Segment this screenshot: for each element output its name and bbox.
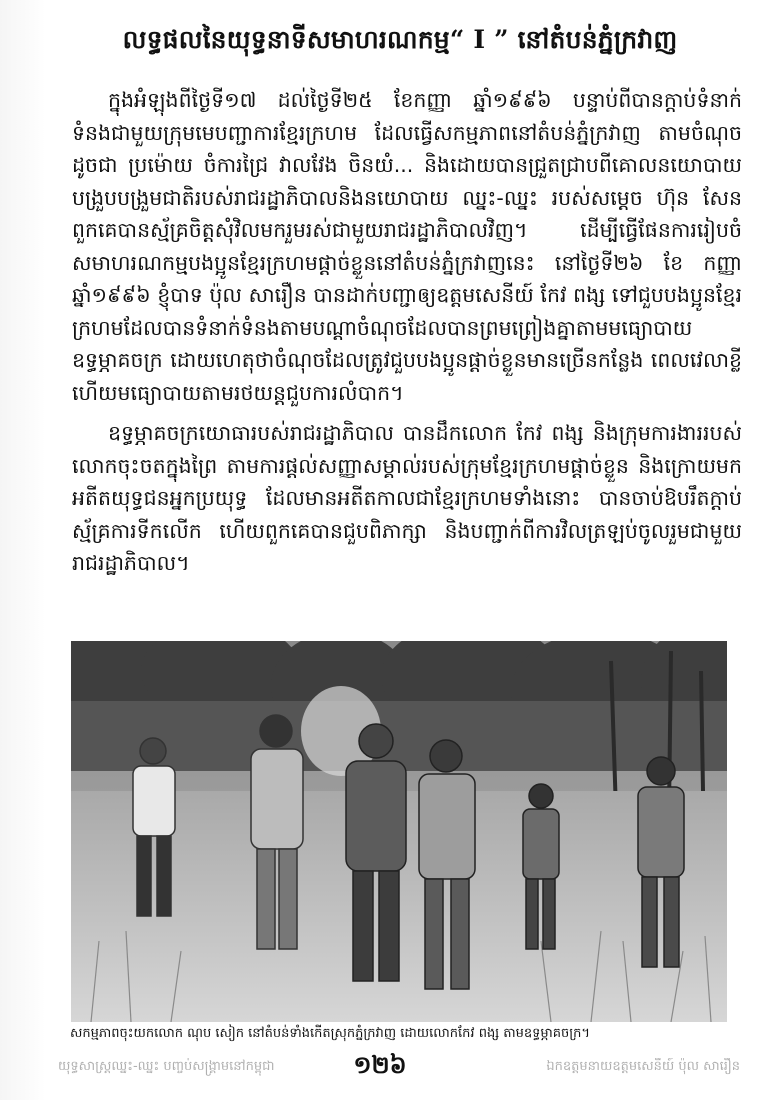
- paragraph-1: ក្នុងអំឡុងពីថ្ងៃទី១៧ ដល់ថ្ងៃទី២៥ ខែកញ្ញា ឆ្នាំ១៩៩៦ បន្ទាប់ពីបានក្តាប់ទំនាក់ទំនងជាមួយក្រុមមេបញ្ជាការខ្មែរក្រហម ដែលធ្វើសកម្មភាពនៅតំបន់ភ្នំក្រវាញ តាមចំណុចដូចជា ប្រម៉ោយ ចំការជ្រៃ វាលវែង ចិនយំ... និងដោយបានជ្រួតជ្រាបពីគោលនយោបាយ បង្រួបបង្រួមជាតិរបស់រាជរដ្ឋាភិបាលនិងនយោបាយ ឈ្នះ-ឈ្នះ របស់សម្តេច ហ៊ុន សែន ពួកគេបានស្ម័គ្រចិត្តសុំវិលមករួមរស់ជាមួយរាជរដ្ឋាភិបាលវិញ។ ដើម្បីធ្វើផែនការរៀបចំសមាហរណកម្មបងប្អូនខ្មែរក្រហមផ្តាច់ខ្លួននៅតំបន់ភ្នំក្រវាញនេះ នៅថ្ងៃទី២៦ ខែ កញ្ញា ឆ្នាំ១៩៩៦ ខ្ញុំបាទ ប៉ុល សារឿន បានដាក់បញ្ជាឲ្យឧត្តមសេនីយ៍ កែវ ពង្ស ទៅជួបបងប្អូនខ្មែរក្រហមដែលបានទំនាក់ទំនងតាមបណ្តាចំណុចដែលបានព្រមព្រៀងគ្នាតាមមធ្យោបាយឧទ្ធម្ភាគចក្រ ដោយហេតុថាចំណុចដែលត្រូវជួបបងប្អូនផ្តាច់ខ្លួនមានច្រើនកន្លែង ពេលវេលាខ្លី ហើយមធ្យោបាយតាមរថយន្តជួបការលំបាក។: [72, 88, 742, 405]
- photo-illustration: [71, 641, 727, 1022]
- photograph: [71, 641, 727, 1022]
- paragraph-2: ឧទ្ធម្ភាគចក្រយោធារបស់រាជរដ្ឋាភិបាល បានដឹកលោក កែវ ពង្ស និងក្រុមការងាររបស់លោកចុះចតក្នុងព្រៃ តាមការផ្តល់សញ្ញាសម្គាល់របស់ក្រុមខ្មែរក្រហមផ្តាច់ខ្លួន និងក្រោយមកអតីតយុទ្ធជនអ្នកប្រយុទ្ធ ដែលមានអតីតកាលជាខ្មែរក្រហមទាំងនោះ បានចាប់ឱបរឹតក្តាប់ស្ម័គ្រការទីកលើក ហើយពួកគេបានជួបពិភាក្សា និងបញ្ជាក់ពីការវិលត្រឡប់ចូលរួមជាមួយរាជរដ្ឋាភិបាល។: [72, 421, 742, 575]
- tree-line: [71, 641, 727, 771]
- footer-book-title: យុទ្ធសាស្ត្រឈ្នះ-ឈ្នះ បញ្ចប់សង្គ្រាមនៅកម្ពុជា: [58, 1059, 275, 1074]
- photo-caption: សកម្មភាពចុះយកលោក ណុប សៀក នៅតំបន់ទាំងកើតស្រុកភ្នំក្រវាញ ដោយលោកកែវ ពង្ស តាមឧទ្ធម្ភាគចក្រ។: [70, 1026, 590, 1041]
- page-number: ១២៦: [353, 1050, 407, 1079]
- body-text: [72, 84, 742, 588]
- page-heading: លទ្ធផលនៃយុទ្ធនាទីសមាហរណកម្ម“ I ” នៅតំបន់ភ្នំក្រវាញ: [122, 25, 678, 54]
- footer-author: ឯកឧត្តមនាយឧត្តមសេនីយ៍ ប៉ុល សារឿន: [546, 1059, 740, 1074]
